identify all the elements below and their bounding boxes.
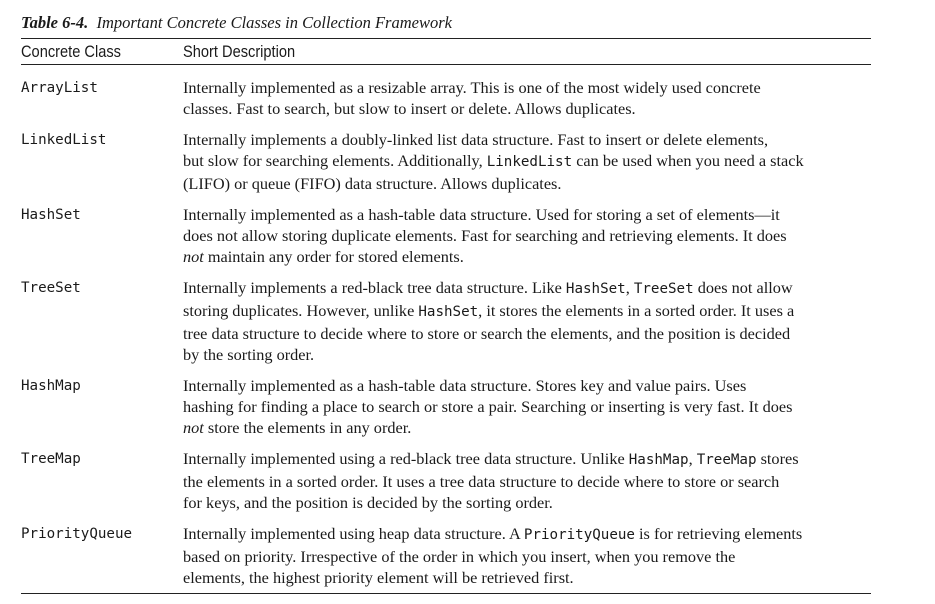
description-text: classes. Fast to search, but slow to insert or delete. Allows duplicates. bbox=[183, 99, 636, 118]
table-row bbox=[21, 375, 871, 438]
description-line bbox=[183, 567, 871, 588]
description-text: storing duplicates. However, unlike bbox=[183, 301, 419, 320]
description-text: but slow for searching elements. Additionally, bbox=[183, 151, 487, 170]
description-text: Internally implements a red-black tree data structure. Like bbox=[183, 278, 566, 297]
table-caption-label: Table 6-4. bbox=[21, 13, 89, 32]
description-cell bbox=[183, 77, 871, 119]
description-text: Internally implemented using heap data structure. A bbox=[183, 524, 524, 543]
description-line bbox=[183, 150, 871, 173]
description-text: Internally implemented using a red-black tree data structure. Unlike bbox=[183, 449, 629, 468]
table-header-row bbox=[21, 39, 871, 64]
description-line bbox=[183, 471, 871, 492]
description-text: (LIFO) or queue (FIFO) data structure. Allows duplicates. bbox=[183, 174, 562, 193]
description-line bbox=[183, 129, 871, 150]
table-row bbox=[21, 204, 871, 267]
description-text: elements, the highest priority element will be retrieved first. bbox=[183, 568, 574, 587]
description-text: is for retrieving elements bbox=[634, 524, 803, 543]
description-text: does not allow storing duplicate elements. Fast for searching and retrieving elements. It does bbox=[183, 226, 787, 245]
description-cell bbox=[183, 448, 871, 513]
description-line bbox=[183, 204, 871, 225]
description-cell bbox=[183, 523, 871, 588]
description-text: stores bbox=[756, 449, 799, 468]
description-text: tree data structure to decide where to store or search the elements, and the position is decided bbox=[183, 324, 791, 343]
description-text: by the sorting order. bbox=[183, 345, 315, 364]
description-text: Internally implemented as a resizable array. This is one of the most widely used concrete bbox=[183, 78, 761, 97]
table-row bbox=[21, 129, 871, 194]
description-line bbox=[183, 246, 871, 267]
description-line bbox=[183, 523, 871, 546]
class-name-cell: TreeMap bbox=[21, 451, 81, 467]
description-text: Internally implemented as a hash-table data structure. Used for storing a set of elements—it bbox=[183, 205, 780, 224]
description-text: Internally implements a doubly-linked list data structure. Fast to insert or delete elements, bbox=[183, 130, 769, 149]
description-cell bbox=[183, 204, 871, 267]
description-line bbox=[183, 173, 871, 194]
description-cell bbox=[183, 277, 871, 365]
table-row bbox=[21, 77, 871, 119]
description-line bbox=[183, 375, 871, 396]
description-text: store the elements in any order. bbox=[203, 418, 412, 437]
description-text: based on priority. Irrespective of the order in which you insert, when you remove the bbox=[183, 547, 736, 566]
inline-code: HashSet bbox=[418, 304, 479, 320]
class-name-cell: HashSet bbox=[21, 207, 81, 223]
table-caption-title: Important Concrete Classes in Collection Framework bbox=[96, 13, 452, 32]
description-cell bbox=[183, 375, 871, 438]
document-page bbox=[21, 10, 871, 594]
description-line bbox=[183, 448, 871, 471]
inline-code: LinkedList bbox=[486, 154, 573, 170]
inline-code: HashSet bbox=[565, 281, 626, 297]
description-line bbox=[183, 492, 871, 513]
description-line bbox=[183, 344, 871, 365]
description-line bbox=[183, 225, 871, 246]
class-name-cell: ArrayList bbox=[21, 80, 98, 96]
emphasis-text: not bbox=[183, 418, 204, 437]
description-text: Internally implemented as a hash-table data structure. Stores key and value pairs. Uses bbox=[183, 376, 747, 395]
table-row bbox=[21, 448, 871, 513]
table-caption bbox=[21, 10, 871, 38]
description-text: does not allow bbox=[693, 278, 793, 297]
table-bottom-rule bbox=[21, 593, 871, 594]
description-line bbox=[183, 546, 871, 567]
description-line bbox=[183, 300, 871, 323]
description-text: maintain any order for stored elements. bbox=[203, 247, 464, 266]
description-line bbox=[183, 98, 871, 119]
description-text: the elements in a sorted order. It uses a tree data structure to decide where to store or search bbox=[183, 472, 780, 491]
description-cell bbox=[183, 129, 871, 194]
description-line bbox=[183, 417, 871, 438]
emphasis-text: not bbox=[183, 247, 204, 266]
description-text: , bbox=[688, 449, 697, 468]
inline-code: TreeSet bbox=[633, 281, 694, 297]
table-row bbox=[21, 523, 871, 588]
table-header-rule bbox=[21, 64, 871, 65]
description-line bbox=[183, 323, 871, 344]
description-text: can be used when you need a stack bbox=[572, 151, 804, 170]
class-name-cell: HashMap bbox=[21, 378, 81, 394]
description-text: , it stores the elements in a sorted order. It uses a bbox=[478, 301, 795, 320]
inline-code: HashMap bbox=[628, 452, 689, 468]
description-text: hashing for finding a place to search or store a pair. Searching or inserting is very fast. It does bbox=[183, 397, 793, 416]
class-name-cell: LinkedList bbox=[21, 132, 107, 148]
description-line bbox=[183, 277, 871, 300]
description-text: , bbox=[625, 278, 634, 297]
table-row bbox=[21, 277, 871, 365]
column-header-description: Short Description bbox=[183, 41, 296, 61]
column-header-class: Concrete Class bbox=[21, 41, 121, 61]
class-name-cell: PriorityQueue bbox=[21, 526, 133, 542]
description-line bbox=[183, 396, 871, 417]
class-name-cell: TreeSet bbox=[21, 280, 81, 296]
inline-code: TreeMap bbox=[696, 452, 757, 468]
inline-code: PriorityQueue bbox=[523, 527, 635, 543]
table-body bbox=[21, 77, 871, 588]
description-line bbox=[183, 77, 871, 98]
description-text: for keys, and the position is decided by the sorting order. bbox=[183, 493, 553, 512]
